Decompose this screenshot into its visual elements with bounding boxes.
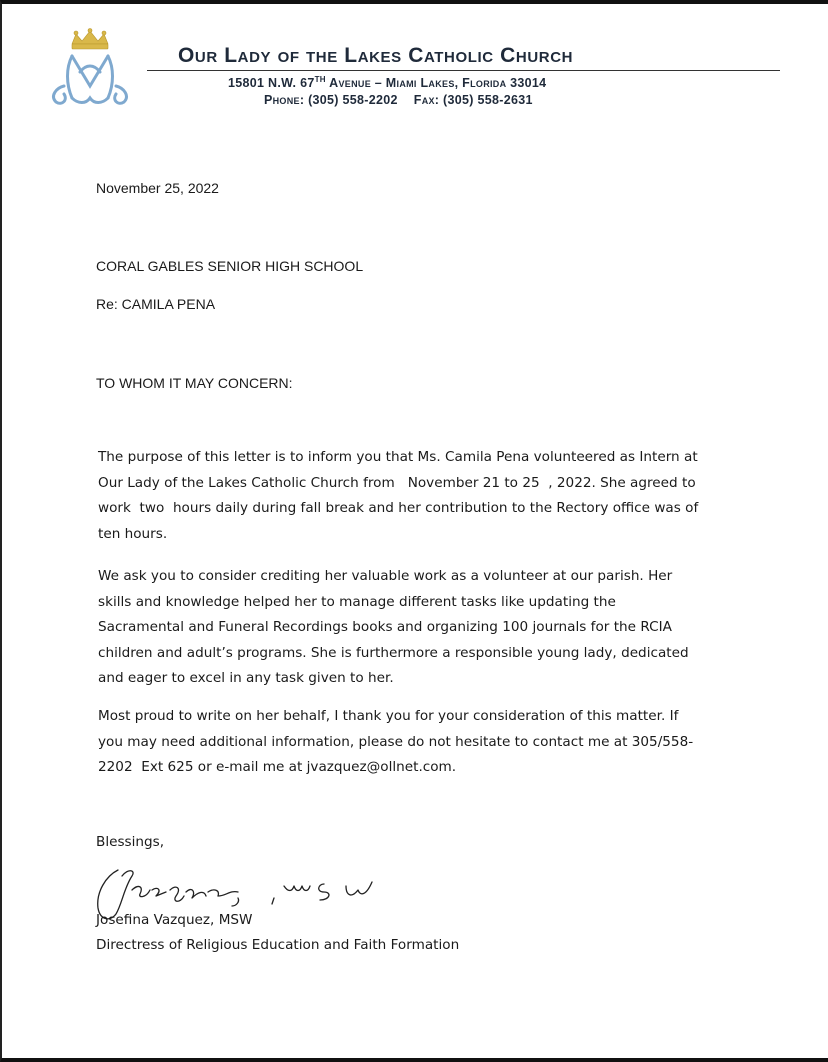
signer-name: Josefina Vazquez, MSW: [96, 912, 253, 928]
paragraph-3: Most proud to write on her behalf, I thank you for your consideration of this matter. If you may need additional information, please do not hesitate to contact me at 305/558- 2202 Ext 625 or e-mail me at jvazquez@ollnet.com.: [98, 708, 694, 775]
salutation: TO WHOM IT MAY CONCERN:: [96, 375, 293, 391]
re-line: Re: CAMILA PENA: [96, 296, 216, 312]
phone-number: Phone: (305) 558-2202: [264, 93, 398, 107]
contact-line: [264, 93, 533, 107]
fax-number: Fax: (305) 558-2631: [413, 93, 533, 107]
crown-monogram-icon: [42, 28, 138, 110]
church-address: 15801 N.W. 67TH Avenue – Miami Lakes, Florida 33014: [228, 75, 547, 90]
church-name: Our Lady of the Lakes Catholic Church: [178, 44, 574, 67]
header-divider: [147, 70, 780, 71]
recipient: CORAL GABLES SENIOR HIGH SCHOOL: [96, 258, 364, 274]
letter-date: November 25, 2022: [96, 180, 219, 196]
crown-icon: [72, 29, 108, 50]
closing: Blessings,: [96, 834, 165, 850]
paragraph-2: We ask you to consider crediting her valuable work as a volunteer at our parish. Her skills and knowledge helped her to manage different tasks like updating the Sacramental and Funeral Recordings books and organizing 100 journals for the RCIA children and adult’s programs. She is furthermore a responsible young lady, dedicated and eager to excel in any task given to her.: [98, 568, 689, 686]
signer-title: Directress of Religious Education and Faith Formation: [96, 937, 460, 953]
paragraph-1: The purpose of this letter is to inform you that Ms. Camila Pena volunteered as Intern at Our Lady of the Lakes Catholic Church from November 21 to 25 , 2022. She agreed to work two hours daily during fall break and her contribution to the Rectory office was of ten hours.: [98, 449, 699, 542]
